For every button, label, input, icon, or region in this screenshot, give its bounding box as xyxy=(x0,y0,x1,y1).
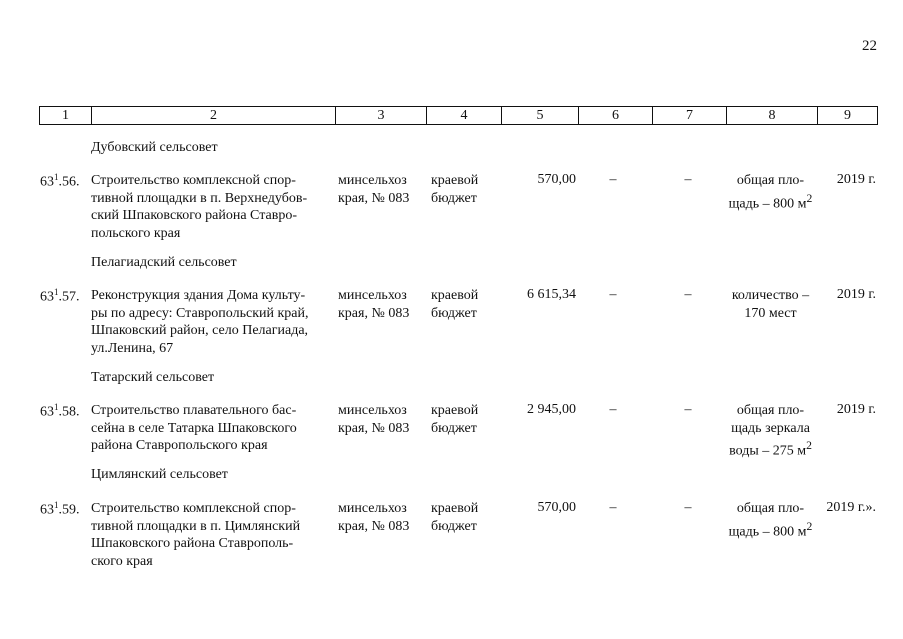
row-amount: 2 945,00 xyxy=(527,402,576,417)
row-executor: минсельхоз края, № 083 xyxy=(338,288,410,321)
row-capacity: общая пло- щадь – 800 $м^2$ xyxy=(728,173,813,212)
row-col6: – xyxy=(609,287,617,302)
row-description: Строительство плавательного бас- сейна в селе Татарка Шпаковского района Ставропольского края xyxy=(91,403,297,453)
row-description: Строительство комплексной спор- тивной площадки в п. Верхнедубов- ский Шпаковского района Ставро- польского края xyxy=(91,173,308,241)
row-funding-source: краевой бюджет xyxy=(431,173,479,206)
column-number-header xyxy=(39,106,878,125)
header-col-9: 9 xyxy=(818,107,878,125)
header-col-1: 1 xyxy=(40,107,92,125)
row-col7: – xyxy=(684,500,692,515)
header-col-3: 3 xyxy=(336,107,427,125)
header-col-5: 5 xyxy=(502,107,579,125)
page-number: 22 xyxy=(862,38,877,54)
row-number: $63^1.58$. xyxy=(40,402,80,420)
section-title: Дубовский сельсовет xyxy=(91,140,218,155)
header-col-6: 6 xyxy=(579,107,653,125)
row-col6: – xyxy=(609,500,617,515)
row-col6: – xyxy=(609,402,617,417)
header-col-7: 7 xyxy=(653,107,727,125)
row-capacity: количество – 170 мест xyxy=(731,288,810,321)
row-amount: 6 615,34 xyxy=(527,287,576,302)
row-col7: – xyxy=(684,402,692,417)
row-col7: – xyxy=(684,287,692,302)
row-funding-source: краевой бюджет xyxy=(431,501,479,534)
row-funding-source: краевой бюджет xyxy=(431,403,479,436)
row-col7: – xyxy=(684,172,692,187)
section-title: Цимлянский сельсовет xyxy=(91,467,228,482)
row-executor: минсельхоз края, № 083 xyxy=(338,501,410,534)
row-amount: 570,00 xyxy=(537,500,576,515)
section-title: Пелагиадский сельсовет xyxy=(91,255,237,270)
row-year: 2019 г. xyxy=(836,287,876,302)
row-executor: минсельхоз края, № 083 xyxy=(338,403,410,436)
row-year: 2019 г. xyxy=(836,172,876,187)
row-amount: 570,00 xyxy=(537,172,576,187)
row-year: 2019 г.». xyxy=(826,500,876,515)
row-year: 2019 г. xyxy=(836,402,876,417)
row-number: $63^1.56$. xyxy=(40,172,80,190)
header-col-2: 2 xyxy=(92,107,336,125)
row-number: $63^1.57$. xyxy=(40,287,80,305)
row-capacity: общая пло- щадь – 800 $м^2$ xyxy=(728,501,813,540)
header-col-8: 8 xyxy=(727,107,818,125)
row-description: Строительство комплексной спор- тивной площадки в п. Цимлянский Шпаковского района Ставрополь- ского края xyxy=(91,501,301,569)
row-description: Реконструкция здания Дома культу- ры по адресу: Ставропольский край, Шпаковский район, село Пелагиада, ул.Ленина, 67 xyxy=(91,288,309,356)
header-col-4: 4 xyxy=(427,107,502,125)
section-title: Татарский сельсовет xyxy=(91,370,215,385)
row-capacity: общая пло- щадь зеркала воды – 275 $м^2$ xyxy=(729,403,812,459)
row-funding-source: краевой бюджет xyxy=(431,288,479,321)
row-number: $63^1.59$. xyxy=(40,500,80,518)
row-executor: минсельхоз края, № 083 xyxy=(338,173,410,206)
row-col6: – xyxy=(609,172,617,187)
